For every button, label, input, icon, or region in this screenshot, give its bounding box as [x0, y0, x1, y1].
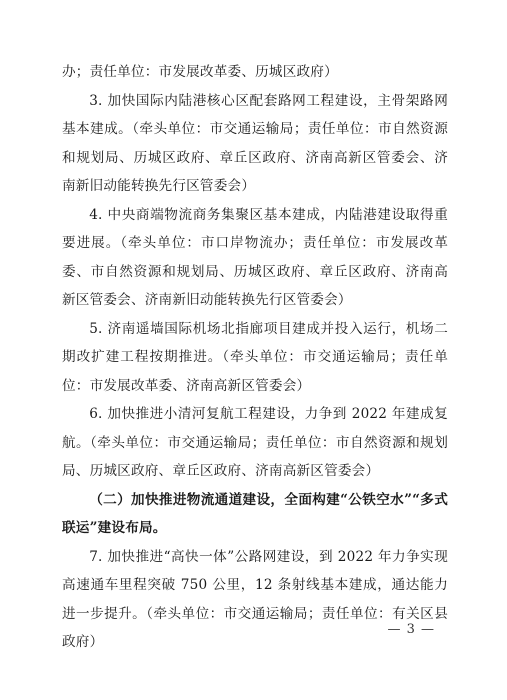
paragraph-item-5: 5. 济南遥墙国际机场北指廊项目建成并投入运行，机场二期改扩建工程按期推进。（牵头单位：市交通运输局；责任单位：市发展改革委、济南高新区管委会） [62, 320, 448, 394]
paragraph-item-7: 7. 加快推进“高快一体”公路网建设，到 2022 年力争实现高速通车里程突破 750 公里，12 条射线基本建成，通达能力进一步提升。（牵头单位：市交通运输局；责任单位：有关区县政府） [62, 548, 448, 650]
paragraph-item-6: 6. 加快推进小清河复航工程建设，力争到 2022 年建成复航。（牵头单位：市交通运输局；责任单位：市自然资源和规划局、历城区政府、章丘区政府、济南高新区管委会） [62, 406, 448, 479]
page-number: — 3 — [387, 622, 435, 637]
paragraph-item-4: 4. 中央商端物流商务集聚区基本建成，内陆港建设取得重要进展。（牵头单位：市口岸物流办；责任单位：市发展改革委、市自然资源和规划局、历城区政府、章丘区政府、济南高新区管委会、济南新旧动能转换先行区管委会） [62, 206, 448, 308]
paragraph-item-3: 3. 加快国际内陆港核心区配套路网工程建设，主骨架路网基本建成。（牵头单位：市交通运输局；责任单位：市自然资源和规划局、历城区政府、章丘区政府、济南高新区管委会、济南新旧动能转换先行区管委会） [62, 92, 448, 194]
paragraph-continuation: 办；责任单位：市发展改革委、历城区政府） [62, 64, 338, 80]
document-body [62, 58, 448, 657]
section-heading-2: （二）加快推进物流通道建设，全面构建“公铁空水”“多式联运”建设布局。 [62, 491, 448, 536]
